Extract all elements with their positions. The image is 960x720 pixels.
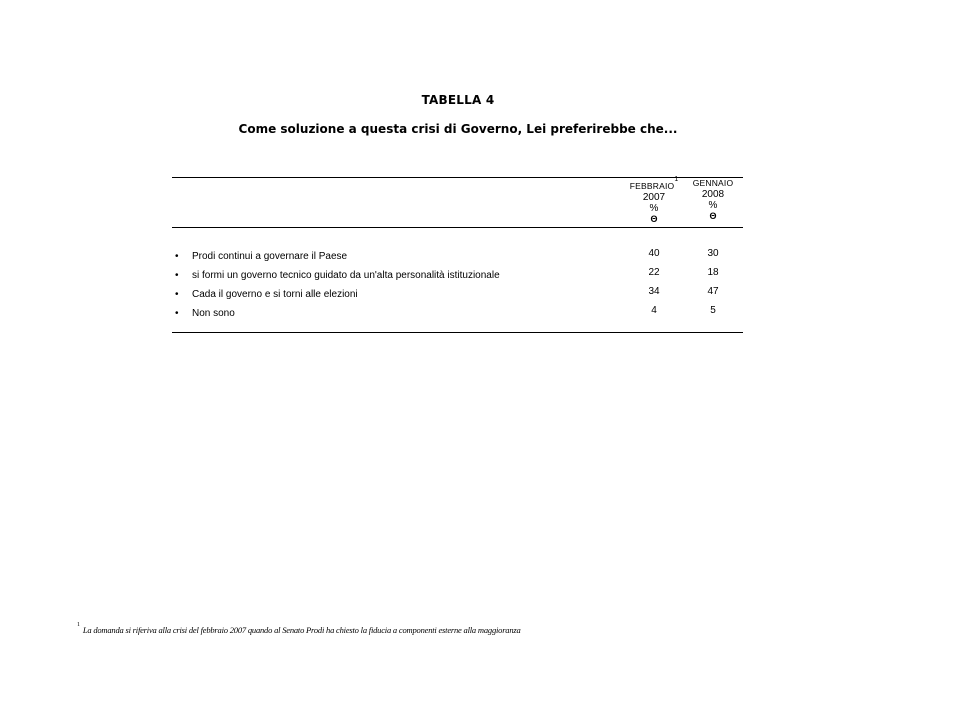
row-label: Cada il governo e si torni alle elezioni — [192, 289, 358, 300]
value-2008: 30 — [707, 248, 719, 259]
value-2007: 40 — [648, 248, 660, 259]
footnote — [77, 622, 521, 635]
column-name: FEBBRAIO — [629, 181, 675, 191]
column-year: 2008 — [701, 189, 725, 200]
row-label: Non sono — [192, 308, 235, 319]
column-symbol-icon: Θ — [709, 211, 717, 221]
value-2008: 5 — [710, 305, 716, 316]
column-symbol-icon: Θ — [650, 214, 658, 224]
table-row — [172, 305, 743, 324]
footnote-number: 1 — [77, 622, 80, 629]
bullet-icon: • — [175, 251, 179, 262]
footnote-ref: 1 — [674, 176, 679, 183]
value-2008: 18 — [707, 267, 719, 278]
bullet-icon: • — [175, 289, 179, 300]
footnote-text: La domanda si riferiva alla crisi del febbraio 2007 quando al Senato Prodi ha chiesto la fiducia a componenti esterne alla maggioranza — [82, 625, 521, 635]
value-2007: 4 — [651, 305, 657, 316]
row-label: Prodi continui a governare il Paese — [192, 251, 348, 262]
table-title: TABELLA 4 — [421, 93, 495, 107]
column-name: GENNAIO — [692, 178, 734, 188]
table-row — [172, 267, 743, 286]
row-label: si formi un governo tecnico guidato da un'alta personalità istituzionale — [192, 270, 500, 281]
column-header-2007 — [624, 178, 684, 225]
column-year: 2007 — [642, 192, 666, 203]
table-bottom-rule — [172, 332, 743, 333]
column-header-2008 — [683, 178, 743, 222]
value-2007: 34 — [648, 286, 660, 297]
table-header-rule — [172, 227, 743, 228]
table-question: Come soluzione a questa crisi di Governo, Lei preferirebbe che... — [238, 122, 678, 136]
value-2007: 22 — [648, 267, 660, 278]
column-unit: % — [708, 200, 718, 211]
bullet-icon: • — [175, 308, 179, 319]
bullet-icon: • — [175, 270, 179, 281]
table-row — [172, 286, 743, 305]
table-row — [172, 248, 743, 267]
value-2008: 47 — [707, 286, 719, 297]
column-unit: % — [649, 203, 659, 214]
